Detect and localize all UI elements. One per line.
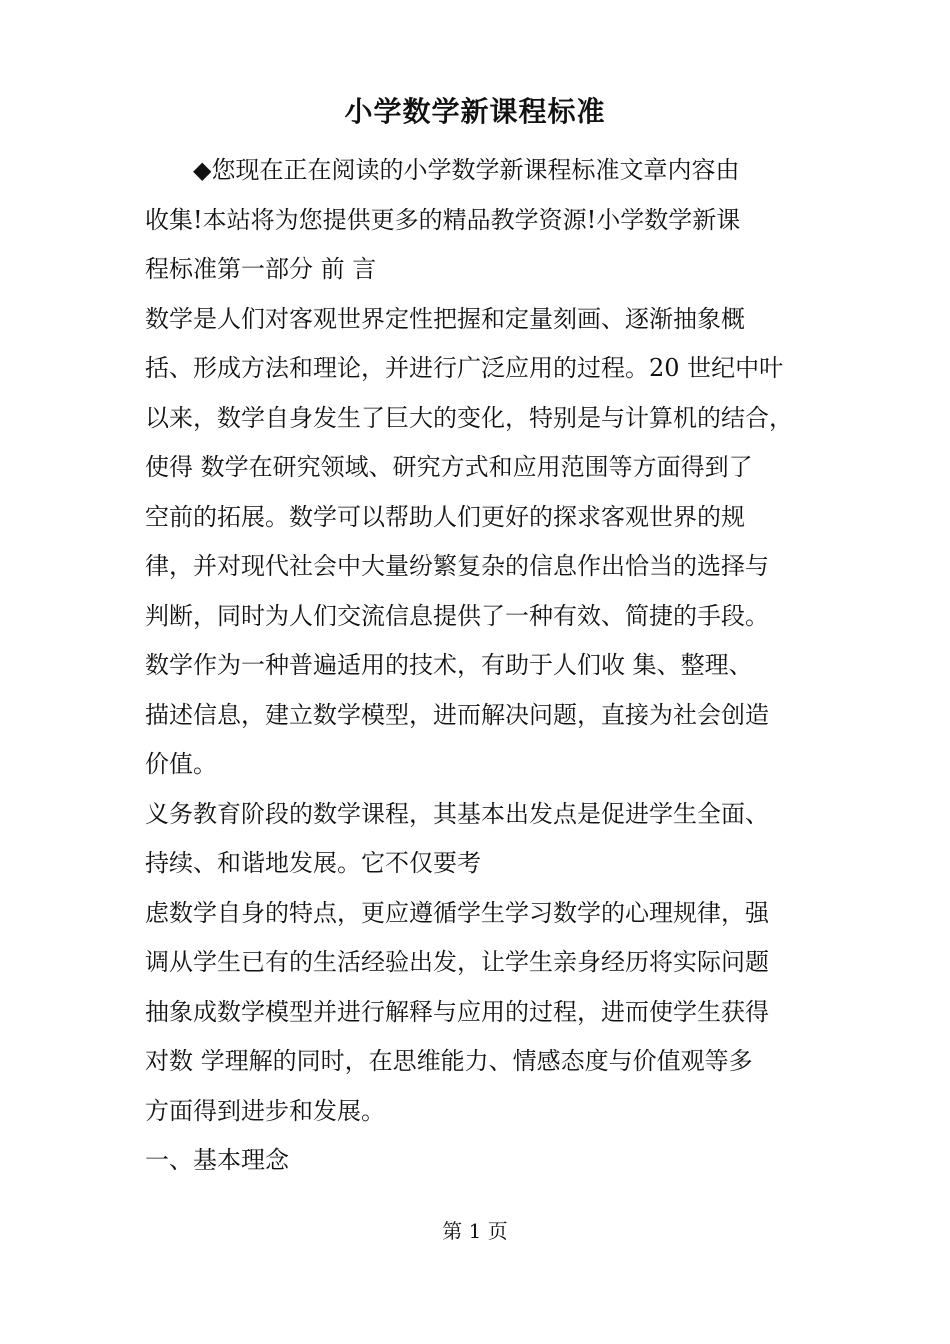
text-line: 虑数学自身的特点，更应遵循学生学习数学的心理规律，强	[145, 898, 769, 927]
text-line: 调从学生已有的生活经验出发，让学生亲身经历将实际问题	[145, 948, 769, 976]
text-line: 义务教育阶段的数学课程，其基本出发点是促进学生全面、	[145, 799, 769, 828]
text-line: 持续、和谐地发展。它不仅要考	[145, 849, 481, 877]
text-line: 描述信息，建立数学模型，进而解决问题，直接为社会创造	[145, 700, 769, 729]
text-line: 价值。	[145, 750, 217, 778]
text-line: 判断，同时为人们交流信息提供了一种有效、简捷的手段。	[145, 601, 769, 630]
text-line: 使得 数学在研究领域、研究方式和应用范围等方面得到了	[145, 453, 753, 481]
text-line: 空前的拓展。数学可以帮助人们更好的探求客观世界的规	[145, 502, 745, 531]
text-line: 律，并对现代社会中大量纷繁复杂的信息作出恰当的选择与	[145, 552, 769, 580]
text-line: 程标准第一部分 前 言	[145, 255, 377, 283]
text-line: 括、形成方法和理论，并进行广泛应用的过程。20 世纪中叶	[145, 354, 784, 382]
page-number: 第 1 页	[442, 1219, 508, 1243]
text-line: 以来，数学自身发生了巨大的变化，特别是与计算机的结合，	[145, 403, 793, 432]
text-line: 数学作为一种普遍适用的技术，有助于人们收 集、整理、	[145, 651, 753, 679]
text-line: 收集!本站将为您提供更多的精品教学资源!小学数学新课	[145, 205, 741, 234]
text-line: 方面得到进步和发展。	[145, 1096, 385, 1125]
text-line: 对数 学理解的同时，在思维能力、情感态度与价值观等多	[145, 1047, 753, 1075]
section-heading: 一、基本理念	[145, 1146, 289, 1174]
text-line: ◆您现在正在阅读的小学数学新课程标准文章内容由	[193, 156, 740, 184]
document-title: 小学数学新课程标准	[344, 95, 606, 128]
text-line: 数学是人们对客观世界定性把握和定量刻画、逐渐抽象概	[145, 304, 745, 333]
document-body	[145, 146, 810, 1186]
text-line: 抽象成数学模型并进行解释与应用的过程，进而使学生获得	[145, 997, 769, 1026]
